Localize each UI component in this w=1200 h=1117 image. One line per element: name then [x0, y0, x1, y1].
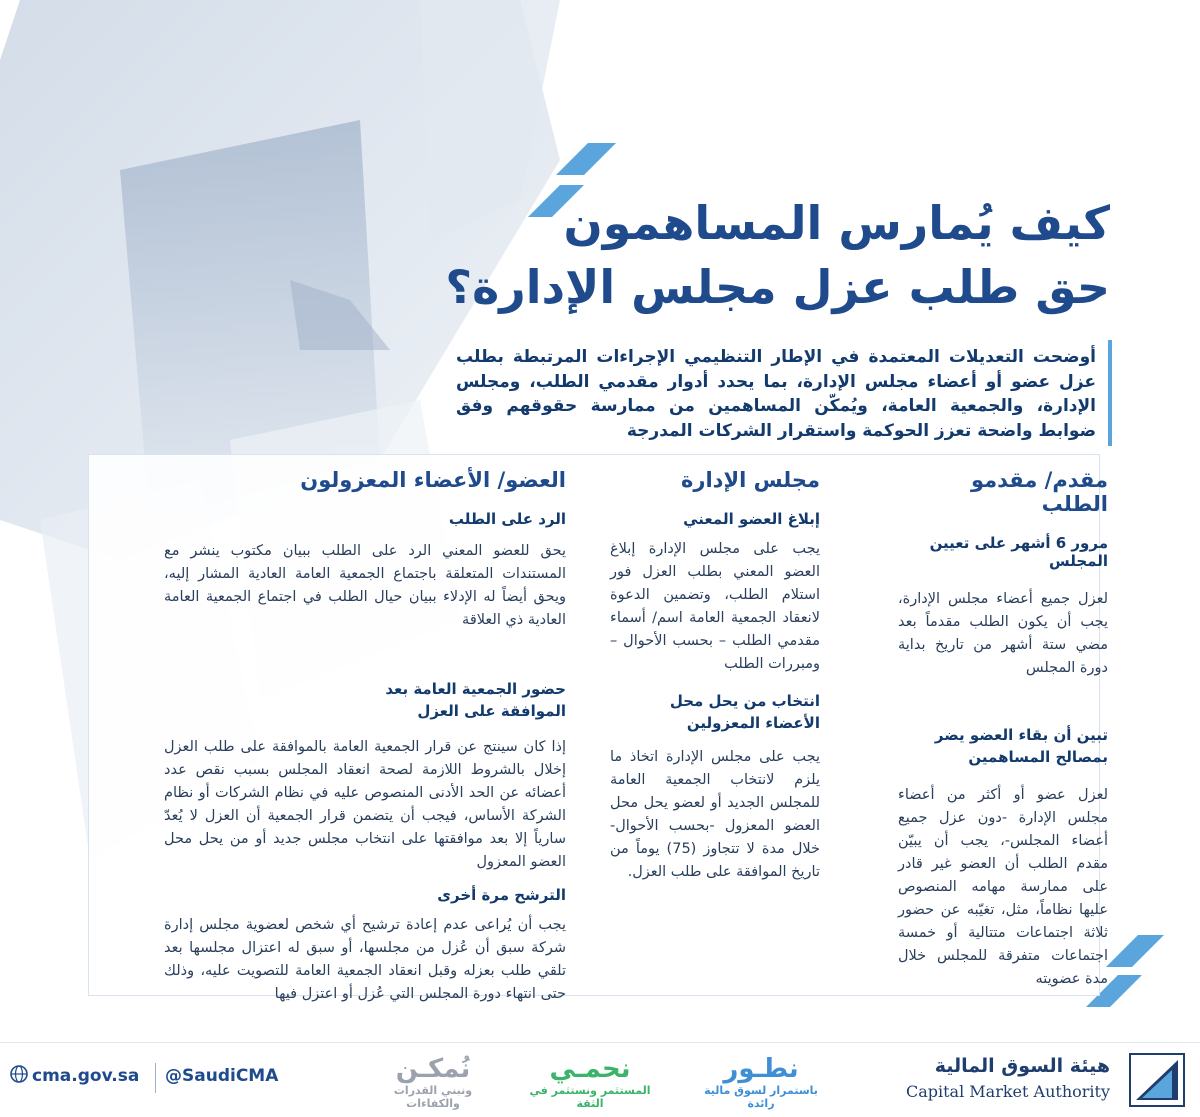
footer-separator	[155, 1063, 156, 1093]
slogan-sub: ونبني القدرات والكفاءات	[393, 1084, 473, 1110]
social-handle-link[interactable]: @SaudiCMA	[165, 1066, 279, 1086]
slogan-enable	[378, 1054, 488, 1110]
section-title: انتخاب من يحل محل الأعضاء المعزولين	[669, 692, 820, 732]
website-link[interactable]: cma.gov.sa	[32, 1066, 140, 1086]
org-name-arabic: هيئة السوق المالية	[934, 1055, 1110, 1077]
globe-icon	[10, 1065, 28, 1083]
page-title-line-1: كيف يُمارس المساهمون	[563, 196, 1110, 250]
section-text: يجب على مجلس الإدارة اتخاذ ما يلزم لانتخاب الجمعية العامة للمجلس الجديد أو لعضو يحل محل العضو المعزول -بحسب الأحوال- خلال مدة لا تتجاوز (75) يوماً من تاريخ الموافقة على طلب العزل.	[610, 749, 820, 880]
section-title: مرور 6 أشهر على تعيين المجلس	[929, 534, 1108, 570]
slogan-develop	[692, 1054, 830, 1110]
section-text: يجب أن يُراعى عدم إعادة ترشيح أي شخص لعضوية مجلس إدارة شركة سبق أن عُزل من مجلسها، أو سبق له اعتزال مجلسها بعد تلقي طلب بعزله وقبل انعقاد الجمعية العامة للتصويت عليه، وذلك حتى انتهاء دورة المجلس التي عُزل أو اعتزل فيها	[164, 917, 566, 1002]
section-text: لعزل جميع أعضاء مجلس الإدارة، يجب أن يكون الطلب مقدماً بعد مضي ستة أشهر من تاريخ بداية دورة المجلس	[898, 591, 1108, 676]
column-heading-applicants: مقدم/ مقدمو الطلب	[970, 468, 1108, 516]
section-text: يجب على مجلس الإدارة إبلاغ العضو المعني بطلب العزل فور استلام الطلب، وتضمين الدعوة لانعقاد الجمعية العامة اسم/ أسماء مقدمي الطلب – بحسب الأحوال – ومبررات الطلب	[610, 541, 820, 672]
org-name-english: Capital Market Authority	[905, 1082, 1110, 1101]
intro-accent-bar	[1108, 340, 1112, 446]
slogan-word: نحمـي	[549, 1054, 631, 1084]
column-board	[610, 468, 820, 884]
section-text: لعزل عضو أو أكثر من أعضاء مجلس الإدارة -دون عزل جميع أعضاء المجلس-، يجب أن يبيّن مقدم الطلب أن العضو غير قادر على ممارسة مهامه المنصوص عليها نظاماً، مثل، تغيّبه عن حضور ثلاثة اجتماعات متتالية أو خمسة اجتماعات متفرقة للمجلس خلال مدة عضويته	[898, 787, 1108, 987]
slogan-word: نُمكـن	[395, 1054, 471, 1084]
slogan-word: نطـور	[723, 1054, 799, 1084]
section-text: إذا كان سينتج عن قرار الجمعية العامة بالموافقة على طلب العزل إخلال بالشروط اللازمة لصحة انعقاد المجلس بسبب نقص عدد أعضائه عن الحد الأدنى المنصوص عليه في نظام الشركات أو نظام الشركة الأساس، فيجب أن يتضمن قرار الجمعية أن العزل لا يُعدّ سارياً إلا بعد موافقتها على انتخاب مجلس جديد أو من يحل محل العضو المعزول	[164, 739, 566, 870]
section-title: إبلاغ العضو المعني	[683, 510, 820, 528]
section-title: الرد على الطلب	[448, 510, 566, 528]
column-removed-members	[164, 468, 566, 1006]
section-title: تبين أن بقاء العضو يضر بمصالح المساهمين	[934, 726, 1108, 766]
page-title-line-2: حق طلب عزل مجلس الإدارة؟	[445, 260, 1110, 314]
slogan-protect	[525, 1054, 655, 1110]
section-title: حضور الجمعية العامة بعد الموافقة على العزل	[385, 680, 566, 720]
slogan-sub: المستثمر ونستثمر في الثقة	[529, 1084, 651, 1110]
slogan-sub: باستمرار لسوق مالية رائدة	[704, 1084, 818, 1110]
footer-divider	[0, 1042, 1200, 1043]
section-title: الترشح مرة أخرى	[437, 886, 566, 904]
column-heading-members: العضو/ الأعضاء المعزولون	[300, 468, 566, 492]
column-heading-board: مجلس الإدارة	[680, 468, 820, 492]
intro-paragraph: أوضحت التعديلات المعتمدة في الإطار التنظيمي الإجراءات المرتبطة بطلب عزل عضو أو أعضاء مجلس الإدارة، بما يحدد أدوار مقدمي الطلب، ومجلس الإدارة، والجمعية العامة، ويُمكّن المساهمين من ممارسة حقوقهم وفق ضوابط واضحة تعزز الحوكمة واستقرار الشركات المدرجة	[456, 347, 1096, 441]
column-applicants	[898, 468, 1108, 991]
cma-logo-icon	[1126, 1052, 1188, 1108]
section-text: يحق للعضو المعني الرد على الطلب ببيان مكتوب ينشر مع المستندات المتعلقة باجتماع الجمعية العامة العادية المشار إليه، ويحق أيضاً له الإدلاء ببيان حيال الطلب في اجتماع الجمعية العامة العادية ذي العلاقة	[164, 543, 566, 628]
